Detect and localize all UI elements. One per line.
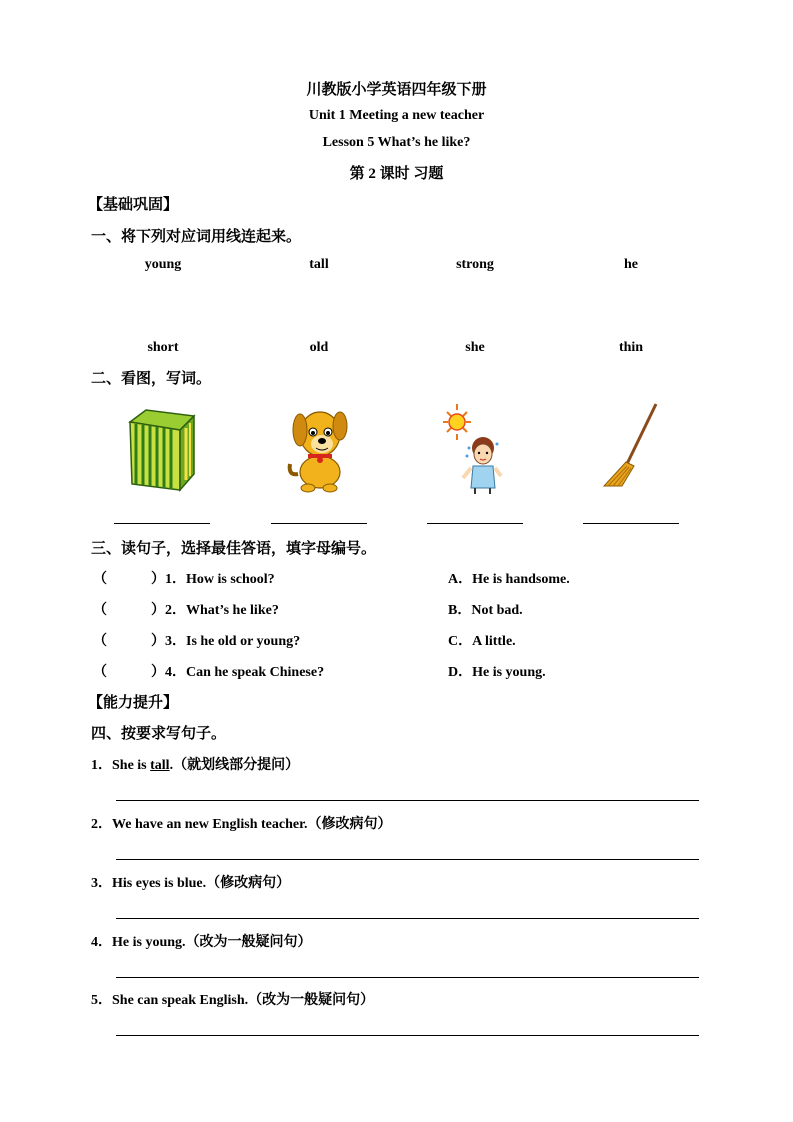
match-word-top-1: young [144, 257, 182, 272]
part4-title: 四、按要求写句子。 [91, 726, 227, 742]
hot-weather-picture [443, 404, 505, 494]
rewrite-question-5: 5．She can speak English.（改为一般疑问句） [91, 993, 375, 1008]
picture-answer-blank-2[interactable] [271, 523, 367, 524]
rewrite-q1-underlined-word: tall [150, 758, 170, 773]
part3-title: 三、读句子，选择最佳答语，填字母编号。 [91, 541, 377, 557]
rewrite-question-4: 4．He is young.（改为一般疑问句） [91, 935, 312, 950]
question-row-1 [93, 568, 275, 588]
rewrite-q1-prefix: 1．She is [91, 758, 151, 773]
match-word-bottom-1: short [147, 340, 179, 355]
match-word-bottom-3: she [465, 340, 485, 355]
picture-answer-blank-1[interactable] [114, 523, 210, 524]
part2-title: 二、看图，写词。 [91, 371, 212, 387]
lesson-title: Lesson 5 What’s he like? [322, 135, 471, 150]
rewrite-question-3: 3．His eyes is blue.（修改病句） [91, 876, 291, 891]
period-title: 第 2 课时 习题 [349, 166, 444, 182]
part1-title: 一、将下列对应词用线连起来。 [91, 229, 302, 245]
match-word-bottom-2: old [309, 340, 329, 355]
question-row-4 [93, 661, 324, 681]
answer-line-1[interactable] [116, 800, 699, 801]
answer-bracket-open: （ [93, 665, 107, 680]
answer-option-b: B．Not bad. [448, 603, 523, 618]
answer-line-5[interactable] [116, 1035, 699, 1036]
answer-bracket-close: ） [151, 603, 165, 618]
answer-bracket-close: ） [151, 665, 165, 680]
answer-line-2[interactable] [116, 859, 699, 860]
answer-line-3[interactable] [116, 918, 699, 919]
improve-section-heading: 【能力提升】 [88, 695, 179, 711]
question-row-3 [93, 630, 300, 650]
question-text-2: 2．What’s he like? [165, 603, 279, 618]
worksheet-title: 川教版小学英语四年级下册 [306, 82, 487, 98]
answer-option-a: A．He is handsome. [448, 572, 570, 587]
dog-picture [284, 402, 356, 494]
rewrite-q1-suffix: .（就划线部分提问） [169, 758, 300, 773]
match-word-bottom-4: thin [618, 340, 644, 355]
answer-bracket-open: （ [93, 572, 107, 587]
match-word-top-4: he [624, 257, 638, 272]
answer-bracket-open: （ [93, 603, 107, 618]
answer-bracket-close: ） [151, 634, 165, 649]
rewrite-question-1 [91, 754, 299, 774]
answer-option-c: C．A little. [448, 634, 516, 649]
answer-line-4[interactable] [116, 977, 699, 978]
answer-bracket-close: ） [151, 572, 165, 587]
broom-picture [600, 402, 660, 490]
rewrite-question-2: 2．We have an new English teacher.（修改病句） [91, 817, 392, 832]
question-text-3: 3．Is he old or young? [165, 634, 301, 649]
picture-answer-blank-3[interactable] [427, 523, 523, 524]
unit-title: Unit 1 Meeting a new teacher [308, 108, 485, 123]
match-word-top-2: tall [309, 257, 329, 272]
basic-section-heading: 【基础巩固】 [88, 197, 179, 213]
answer-option-d: D．He is young. [448, 665, 546, 680]
box-picture [126, 408, 198, 492]
question-text-1: 1．How is school? [165, 572, 275, 587]
question-row-2 [93, 599, 279, 619]
match-word-top-3: strong [456, 257, 494, 272]
picture-answer-blank-4[interactable] [583, 523, 679, 524]
question-text-4: 4．Can he speak Chinese? [165, 665, 325, 680]
answer-bracket-open: （ [93, 634, 107, 649]
